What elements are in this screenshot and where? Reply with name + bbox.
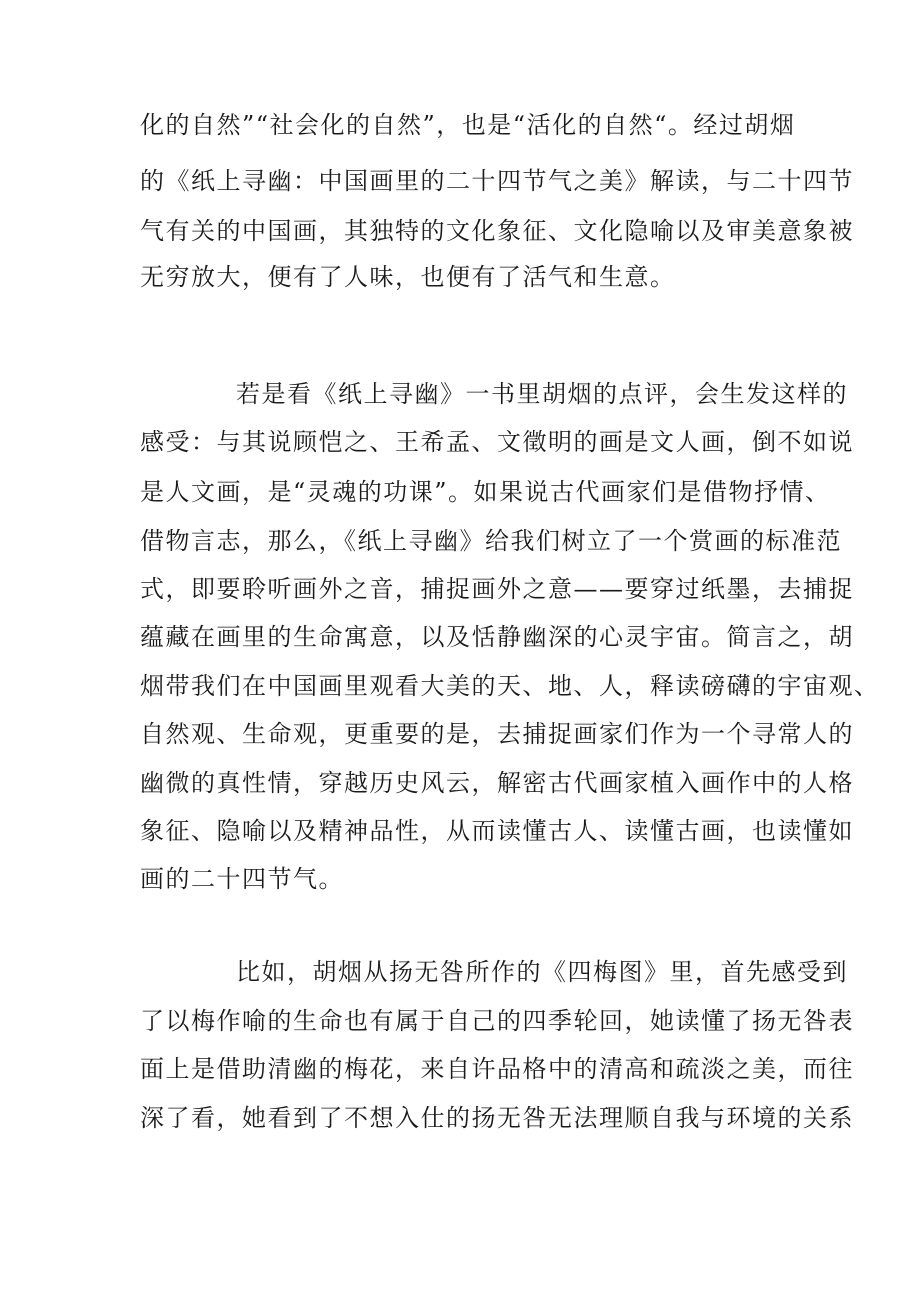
text-line: 感受：与其说顾恺之、王希孟、文徵明的画是文人画，倒不如说: [140, 428, 854, 456]
text-line: 自然观、生命观，更重要的是，去捕捉画家们作为一个寻常人的: [140, 720, 854, 748]
text-line: 式，即要聆听画外之音，捕捉画外之意——要穿过纸墨，去捕捉: [140, 575, 854, 603]
text-line: 若是看《纸上寻幽》一书里胡烟的点评，会生发这样的: [236, 380, 848, 408]
text-line: 幽微的真性情，穿越历史风云，解密古代画家植入画作中的人格: [140, 769, 854, 797]
text-line: 烟带我们在中国画里观看大美的天、地、人，释读磅礴的宇宙观、: [140, 672, 880, 700]
text-line: 气有关的中国画，其独特的文化象征、文化隐喻以及审美意象被: [140, 217, 854, 245]
text-line: 了以梅作喻的生命也有属于自己的四季轮回，她读懂了扬无咎表: [140, 1007, 854, 1035]
text-line: 象征、隐喻以及精神品性，从而读懂古人、读懂古画，也读懂如: [140, 817, 854, 845]
text-line: 化的自然”“社会化的自然”，也是“活化的自然“。经过胡烟: [140, 111, 796, 139]
text-line: 面上是借助清幽的梅花，来自许品格中的清高和疏淡之美，而往: [140, 1055, 854, 1083]
text-line: 深了看，她看到了不想入仕的扬无咎无法理顺自我与环境的关系: [140, 1104, 854, 1132]
text-line: 画的二十四节气。: [140, 865, 344, 893]
text-line: 无穷放大，便有了人味，也便有了活气和生意。: [140, 263, 676, 291]
text-line: 的《纸上寻幽：中国画里的二十四节气之美》解读，与二十四节: [140, 167, 854, 195]
text-line: 比如，胡烟从扬无咎所作的《四梅图》里，首先感受到: [236, 958, 848, 986]
text-line: 借物言志，那么，《纸上寻幽》给我们树立了一个赏画的标准范: [140, 527, 842, 555]
text-line: 是人文画，是“灵魂的功课”。如果说古代画家们是借物抒情、: [140, 478, 831, 506]
text-line: 蕴藏在画里的生命寓意，以及恬静幽深的心灵宇宙。简言之，胡: [140, 623, 854, 651]
